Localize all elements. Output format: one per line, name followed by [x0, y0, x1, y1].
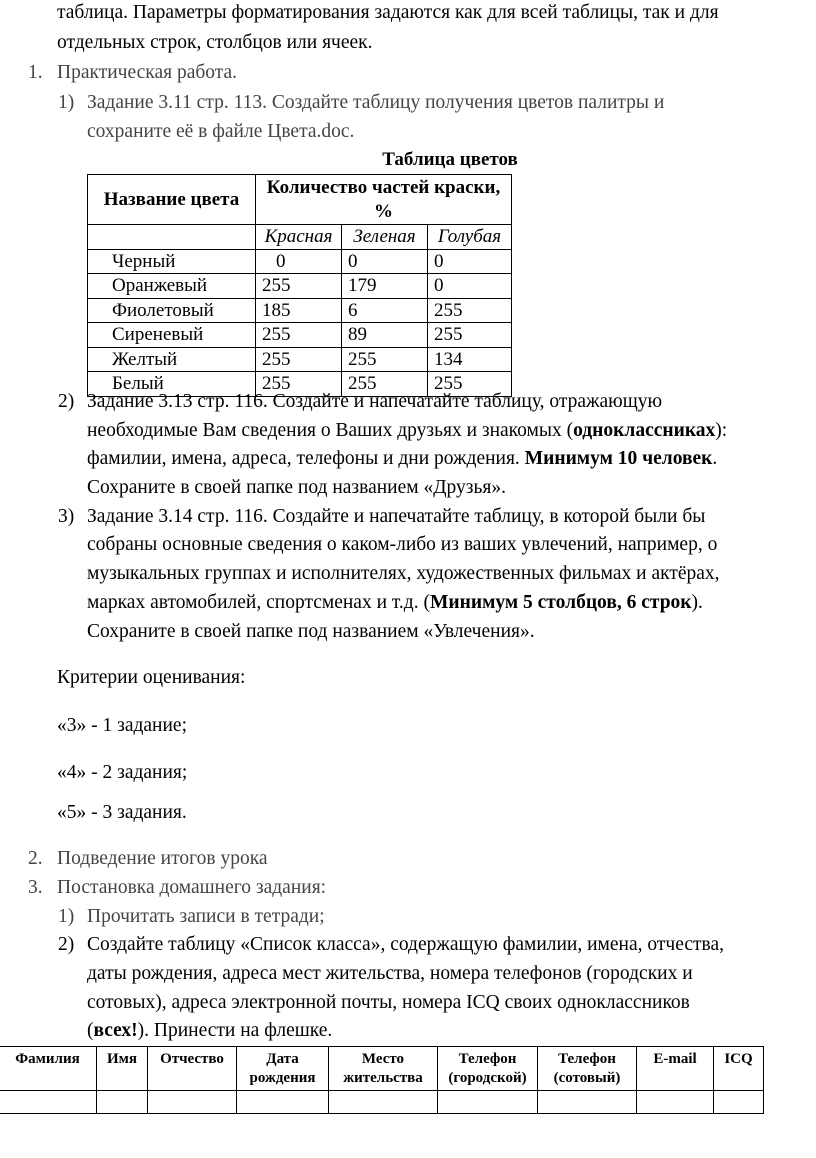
criteria-grade-4: «4» - 2 задания; — [57, 762, 188, 783]
homework-item2-number: 2) — [58, 934, 75, 955]
header-email: E-mail — [637, 1047, 714, 1091]
color-name: Фиолетовый — [88, 298, 256, 323]
homework-item2-line-3: сотовых), адреса электронной почты, номера ICQ своих одноклассников — [87, 992, 690, 1013]
header-name: Имя — [97, 1047, 148, 1091]
green-value: 89 — [342, 323, 428, 348]
list-number-homework: 3. — [28, 877, 43, 898]
table-row — [88, 323, 512, 348]
empty-cell — [88, 225, 256, 250]
header-surname: Фамилия — [0, 1047, 97, 1091]
intro-line-2: отдельных строк, столбцов или ячеек. — [57, 32, 373, 53]
table-row — [0, 1091, 764, 1114]
intro-line-1: таблица. Параметры форматирования задаются как для всей таблицы, так и для — [57, 2, 719, 23]
green-value: 0 — [342, 249, 428, 274]
section-practical-title: Практическая работа. — [57, 62, 238, 83]
color-name-header: Название цвета — [88, 175, 256, 225]
task3-number: 3) — [58, 506, 75, 527]
header-birth-date: Дата рождения — [237, 1047, 329, 1091]
blue-value: 255 — [428, 372, 512, 397]
green-value: 255 — [342, 347, 428, 372]
table-row — [88, 249, 512, 274]
color-name: Оранжевый — [88, 274, 256, 299]
paint-parts-header: Количество частей краски, % — [256, 175, 512, 225]
header-home-phone: Телефон (городской) — [438, 1047, 538, 1091]
color-name: Черный — [88, 249, 256, 274]
red-value: 255 — [256, 274, 342, 299]
header-icq: ICQ — [714, 1047, 764, 1091]
task1-number: 1) — [58, 92, 75, 113]
green-header: Зеленая — [342, 225, 428, 250]
homework-item2-line-4: (всех!). Принести на флешке. — [87, 1020, 333, 1041]
green-value: 6 — [342, 298, 428, 323]
task2-line-1: Задание 3.13 стр. 116. Создайте и напечатайте таблицу, отражающую — [87, 391, 663, 412]
task3-line-4: марках автомобилей, спортсменах и т.д. (Минимум 5 столбцов, 6 строк). — [87, 592, 703, 613]
task3-line-5: Сохраните в своей папке под названием «Увлечения». — [87, 621, 535, 642]
red-value: 185 — [256, 298, 342, 323]
color-table-caption: Таблица цветов — [382, 149, 518, 170]
blue-value: 134 — [428, 347, 512, 372]
task3-line-2: собраны основные сведения о каком-либо из ваших увлечений, например, о — [87, 534, 718, 555]
task2-number: 2) — [58, 391, 75, 412]
header-mobile-phone: Телефон (сотовый) — [538, 1047, 637, 1091]
blue-value: 255 — [428, 298, 512, 323]
green-value: 255 — [342, 372, 428, 397]
task1-line-2: сохраните её в файле Цвета.doc. — [87, 121, 355, 142]
color-table — [87, 174, 512, 397]
table-row — [88, 298, 512, 323]
color-name: Сиреневый — [88, 323, 256, 348]
header-residence: Место жительства — [329, 1047, 438, 1091]
criteria-title: Критерии оценивания: — [57, 667, 246, 688]
task2-line-4: Сохраните в своей папке под названием «Друзья». — [87, 477, 506, 498]
color-table-subheader-row — [88, 225, 512, 250]
list-number-summary: 2. — [28, 848, 43, 869]
green-value: 179 — [342, 274, 428, 299]
blue-value: 0 — [428, 274, 512, 299]
color-table-header-row — [88, 175, 512, 225]
section-homework-title: Постановка домашнего задания: — [57, 877, 327, 898]
header-patronymic: Отчество — [148, 1047, 237, 1091]
class-table-header-row — [0, 1047, 764, 1091]
task2-line-3: фамилии, имена, адреса, телефоны и дни рождения. Минимум 10 человек. — [87, 448, 718, 469]
homework-item1-number: 1) — [58, 906, 75, 927]
class-list-table — [0, 1046, 764, 1114]
task1-line-1: Задание 3.11 стр. 113. Создайте таблицу получения цветов палитры и — [87, 92, 665, 113]
homework-item1: Прочитать записи в тетради; — [87, 906, 325, 927]
color-name: Желтый — [88, 347, 256, 372]
blue-value: 255 — [428, 323, 512, 348]
table-row — [88, 274, 512, 299]
red-value: 255 — [256, 347, 342, 372]
task2-line-2: необходимые Вам сведения о Ваших друзьях и знакомых (одноклассниках): — [87, 420, 728, 441]
list-number-practical: 1. — [28, 62, 43, 83]
color-name: Белый — [88, 372, 256, 397]
task3-line-3: музыкальных группах и исполнителях, художественных фильмах и актёрах, — [87, 563, 720, 584]
task3-line-1: Задание 3.14 стр. 116. Создайте и напечатайте таблицу, в которой были бы — [87, 506, 706, 527]
criteria-grade-5: «5» - 3 задания. — [57, 802, 187, 823]
red-value: 255 — [256, 372, 342, 397]
red-value: 0 — [256, 249, 342, 274]
homework-item2-line-1: Создайте таблицу «Список класса», содержащую фамилии, имена, отчества, — [87, 934, 725, 955]
section-summary-title: Подведение итогов урока — [57, 848, 268, 869]
criteria-grade-3: «3» - 1 задание; — [57, 715, 187, 736]
red-header: Красная — [256, 225, 342, 250]
table-row — [88, 347, 512, 372]
blue-header: Голубая — [428, 225, 512, 250]
blue-value: 0 — [428, 249, 512, 274]
homework-item2-line-2: даты рождения, адреса мест жительства, номера телефонов (городских и — [87, 963, 693, 984]
red-value: 255 — [256, 323, 342, 348]
